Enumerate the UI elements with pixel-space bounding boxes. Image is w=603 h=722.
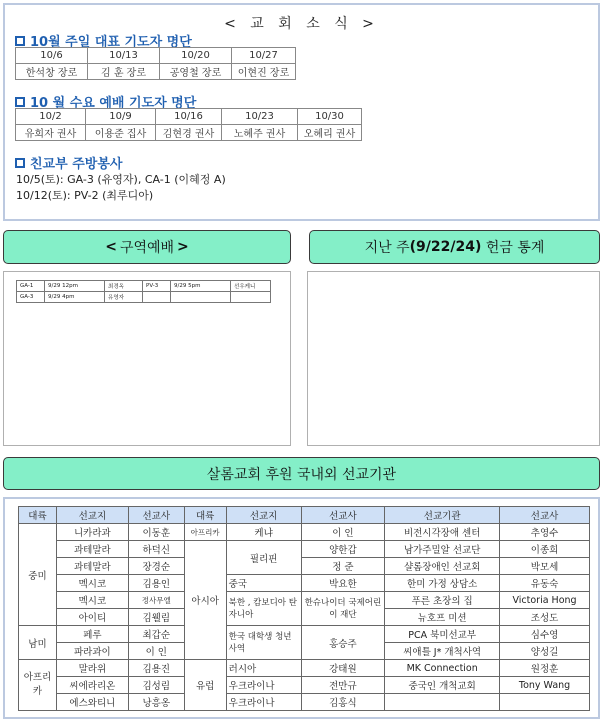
table-row: 멕시코 정사무엘 북한 , 캄보디아 탄자니아 한슈나이더 국제어린이 재단 푸른 초장의 집 Victoria Hong <box>19 592 590 609</box>
news-title: < 교 회 소 식 > <box>224 16 379 32</box>
missions-banner: 살롬교회 후원 국내외 선교기관 <box>3 457 600 490</box>
table-row: 아이티 김웰림 뉴호프 미션 조성도 <box>19 609 590 626</box>
offering-stats-panel <box>307 271 600 446</box>
square-bullet-icon <box>15 36 25 46</box>
table-row: 중미 니카라과 이동훈 아프리카 케냐 이 인 비전시각장애 센터 추영수 <box>19 524 590 541</box>
table-header-row: 대륙 선교지 선교사 대륙 선교지 선교사 선교기관 선교사 <box>19 507 590 524</box>
square-bullet-icon <box>15 158 25 168</box>
table-row: 멕시코 김용인 중국 박요한 한미 가정 상담소 유동숙 <box>19 575 590 592</box>
table-row: 남미 페루 최갑순 한국 대학생 청년 사역 홍승주 PCA 북미선교부 심수영 <box>19 626 590 643</box>
sunday-prayer-table: 10/6 10/13 10/20 10/27 한석창 장로 김 훈 장로 공영철 장로 이현진 장로 <box>15 47 296 80</box>
church-news-box <box>3 3 600 221</box>
wednesday-prayer-table: 10/2 10/9 10/16 10/23 10/30 유희자 권사 이용준 집사 김현경 권사 노혜주 권사 오혜리 권사 <box>15 108 362 141</box>
table-row: 과테말라 하덕신 아시아 필리핀 양한갑 남가주밀알 선교단 이종희 <box>19 541 590 558</box>
table-row: 씨에라리온 김성림 우크라이나 전만규 중국인 개척교회 Tony Wang <box>19 677 590 694</box>
table-row: 파라과이 이 인 씨애틀 J* 개척사역 양성길 <box>19 643 590 660</box>
missions-box <box>3 497 600 719</box>
square-bullet-icon <box>15 97 25 107</box>
kitchen-service-heading: 친교부 주방봉사 <box>15 153 122 172</box>
wednesday-prayer-heading: 10 월 수요 예배 기도자 명단 <box>15 92 196 111</box>
kitchen-service-line-1: 10/5(토): GA-3 (유영자), CA-1 (이혜정 A) <box>16 173 226 186</box>
offering-stats-banner: 지난 주 (9/22/24) 헌금 통계 <box>309 230 600 264</box>
district-worship-panel <box>3 271 291 446</box>
table-row: 과테말라 장경순 정 준 샬롬장애인 선교회 박모세 <box>19 558 590 575</box>
table-row: GA-3 9/29 4pm 유영자 <box>17 292 271 303</box>
table-row: 아프리카 말라위 김용진 유럽 러시아 강태원 MK Connection 원정훈 <box>19 660 590 677</box>
missions-table <box>18 506 590 711</box>
district-worship-table <box>16 280 271 303</box>
sunday-prayer-heading: 10월 주일 대표 기도자 명단 <box>15 31 192 50</box>
kitchen-service-line-2: 10/12(토): PV-2 (최루디아) <box>16 189 154 202</box>
table-row: 에스와티니 낭흥옹 우크라이나 김홍식 <box>19 694 590 711</box>
table-row: GA-1 9/29 12pm 최경옥 PV-3 9/29 5pm 선우케니 <box>17 281 271 292</box>
district-worship-banner: < 구역예배 > <box>3 230 291 264</box>
